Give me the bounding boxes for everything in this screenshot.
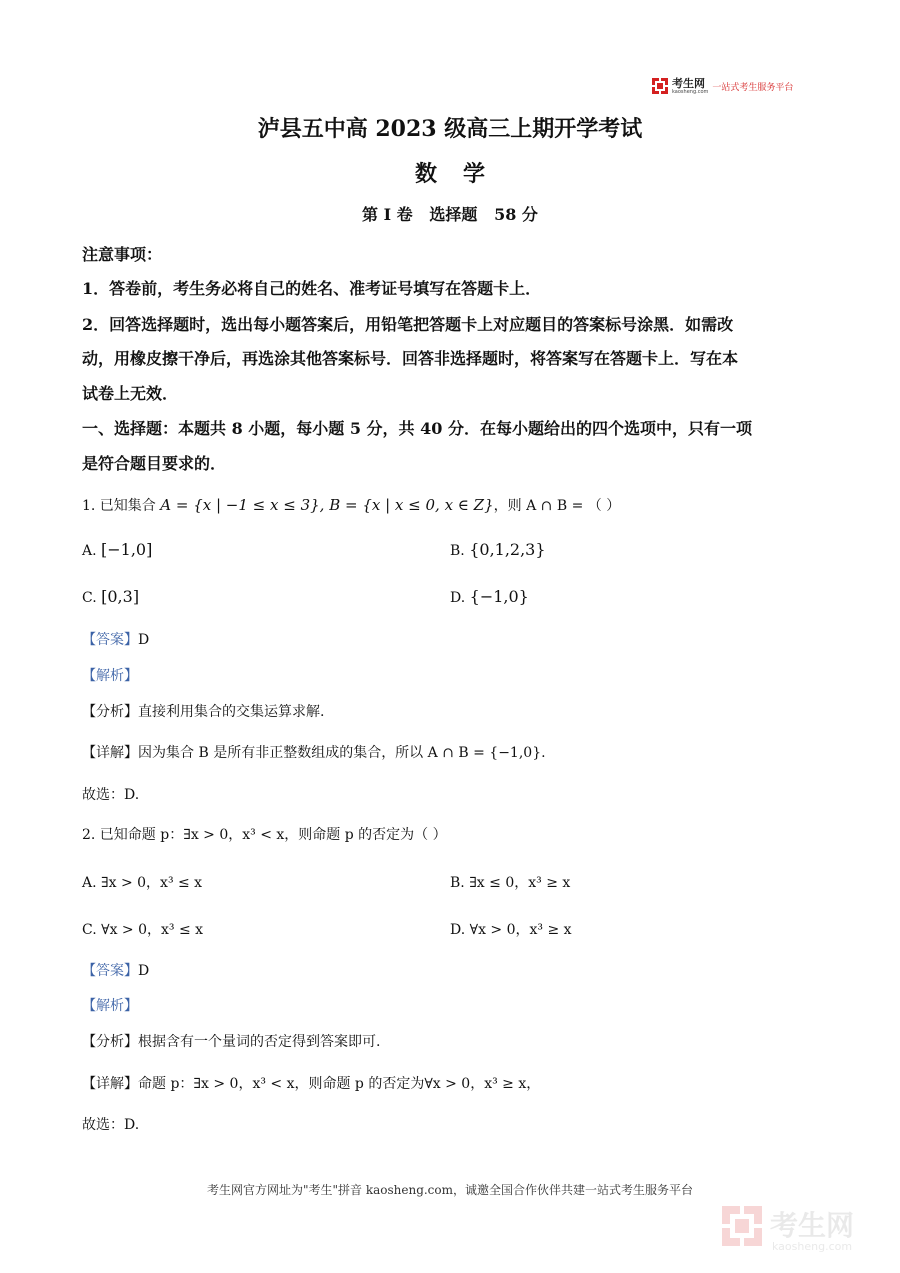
q2-option-a: A. ∃x > 0，x³ ≤ x — [82, 875, 203, 891]
q2-analysis-tag: 【解析】 — [82, 998, 138, 1014]
kaosheng-logo — [652, 74, 822, 98]
xiangjie-tag: 【详解】 — [82, 745, 138, 761]
question-1-math: A = {x | −1 ≤ x ≤ 3}, B = {x | x ≤ 0, x ∈ Z} — [160, 496, 494, 514]
watermark-name: 考生网 — [770, 1209, 855, 1242]
q2-option-c: C. ∀x > 0，x³ ≤ x — [82, 922, 204, 938]
question-1-prefix: 1. 已知集合 — [82, 498, 156, 514]
exam-subject: 数学 — [414, 161, 511, 187]
notice-item: 动，用橡皮擦干净后，再选涂其他答案标号．回答非选择题时，将答案写在答题卡上．写在本 — [82, 349, 739, 368]
q1-option-a-value: [−1,0] — [101, 540, 153, 559]
q1-xiangjie — [82, 742, 546, 762]
q1-option-b: B. {0,1,2,3} — [450, 540, 546, 559]
answer-tag: 【答案】 — [82, 632, 138, 648]
q2-xiangjie — [82, 1073, 540, 1093]
answer-tag: 【答案】 — [82, 963, 138, 979]
q2-option-d: D. ∀x > 0，x³ ≥ x — [450, 922, 572, 938]
fenxi-text: 根据含有一个量词的否定得到答案即可. — [138, 1034, 381, 1050]
q2-fenxi — [82, 1031, 380, 1051]
q1-choose: 故选：D. — [82, 787, 140, 803]
answer-value: D — [138, 632, 150, 648]
q1-option-b-value: {0,1,2,3} — [469, 540, 546, 559]
logo-slogan: 一站式考生服务平台 — [712, 82, 794, 93]
kaosheng-logo-icon — [652, 78, 668, 94]
xiangjie-text: 因为集合 B 是所有非正整数组成的集合，所以 A ∩ B = {−1,0}. — [138, 745, 546, 761]
kaosheng-watermark — [720, 1198, 890, 1258]
answer-value: D — [138, 963, 150, 979]
watermark-domain: kaosheng.com — [772, 1240, 853, 1253]
q2-option-c-value: ∀x > 0，x³ ≤ x — [101, 922, 204, 938]
logo-name: 考生网 — [672, 76, 705, 90]
question-1 — [82, 495, 620, 515]
q1-fenxi — [82, 701, 324, 721]
q2-choose: 故选：D. — [82, 1117, 140, 1133]
q1-answer — [82, 629, 149, 649]
q2-option-b: B. ∃x ≤ 0，x³ ≥ x — [450, 875, 571, 891]
q1-option-c-value: [0,3] — [101, 587, 140, 606]
notice-item: 1．答卷前，考生务必将自己的姓名、准考证号填写在答题卡上． — [82, 279, 542, 298]
logo-domain: kaosheng.com — [672, 88, 709, 95]
q1-option-a: A. [−1,0] — [82, 540, 153, 559]
q1-analysis-tag: 【解析】 — [82, 668, 138, 684]
q1-option-d: D. {−1,0} — [450, 587, 529, 606]
q2-option-a-value: ∃x > 0，x³ ≤ x — [101, 875, 203, 891]
q2-option-b-value: ∃x ≤ 0，x³ ≥ x — [469, 875, 571, 891]
xiangjie-tag: 【详解】 — [82, 1076, 138, 1092]
notice-heading: 注意事项： — [82, 245, 163, 264]
question-1-suffix: ，则 A ∩ B = （ ） — [493, 498, 621, 514]
exam-title: 泸县五中高 2023 级高三上期开学考试 — [257, 116, 643, 142]
question-2: 2. 已知命题 p：∃x > 0，x³ < x，则命题 p 的否定为（ ） — [82, 827, 447, 843]
page-footer: 考生网官方网址为"考生"拼音 kaosheng.com，诚邀全国合作伙伴共建一站式考生服务平台 — [206, 1183, 694, 1197]
q1-option-d-value: {−1,0} — [469, 587, 529, 606]
fenxi-tag: 【分析】 — [82, 1034, 138, 1050]
fenxi-text: 直接利用集合的交集运算求解. — [138, 704, 325, 720]
fenxi-tag: 【分析】 — [82, 704, 138, 720]
notice-item: 2．回答选择题时，选出每小题答案后，用铅笔把答题卡上对应题目的答案标号涂黑．如需改 — [82, 315, 734, 334]
part-heading: 一、选择题：本题共 8 小题，每小题 5 分，共 40 分．在每小题给出的四个选项中，只有一项 — [82, 419, 752, 438]
q2-option-d-value: ∀x > 0，x³ ≥ x — [469, 922, 572, 938]
xiangjie-text: 命题 p：∃x > 0，x³ < x，则命题 p 的否定为∀x > 0，x³ ≥ x， — [138, 1076, 541, 1092]
section-heading: 第 I 卷 选择题 58 分 — [362, 205, 538, 224]
part-heading: 是符合题目要求的． — [82, 454, 227, 473]
q1-option-c: C. [0,3] — [82, 587, 140, 606]
q2-answer — [82, 960, 149, 980]
notice-item: 试卷上无效． — [82, 384, 179, 403]
